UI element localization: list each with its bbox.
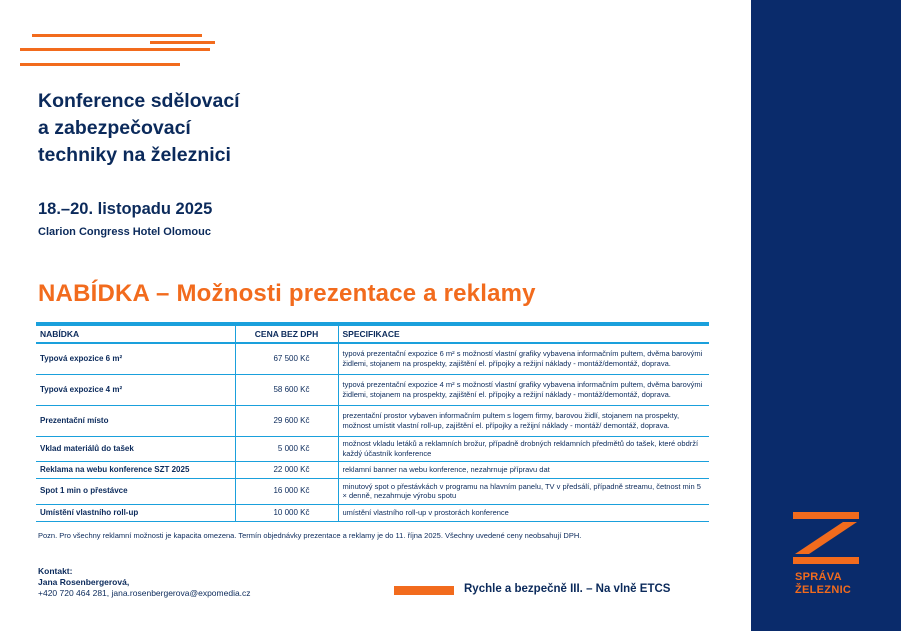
- offer-item: Spot 1 min o přestávce: [36, 478, 235, 504]
- offer-table: [36, 326, 709, 522]
- logo-line-1: SPRÁVA: [795, 571, 842, 583]
- contact-details: +420 720 464 281, jana.rosenbergerova@expomedia.cz: [38, 588, 251, 598]
- contact-block: [38, 566, 251, 599]
- title-line-2: a zabezpečovací: [38, 117, 191, 139]
- offer-item: Typová expozice 6 m²: [36, 343, 235, 374]
- title-line-1: Konference sdělovací: [38, 90, 240, 112]
- offer-item: Prezentační místo: [36, 405, 235, 436]
- decor-line-1: [32, 34, 202, 37]
- offer-item: Reklama na webu konference SZT 2025: [36, 461, 235, 478]
- contact-name: Jana Rosenbergerová,: [38, 577, 130, 587]
- offer-spec: prezentační prostor vybaven informačním pultem s logem firmy, barovou židlí, stojanem na prospekty, možnost umístit vlastní roll-up, zajištění el. přípojky a režijní náklady - montáž/ demontáž, doprava.: [338, 405, 709, 436]
- offer-spec: možnost vkladu letáků a reklamních brožur, případně drobných reklamních předmětů do tašek, které obdrží každý účastník konference: [338, 436, 709, 461]
- sprava-zeleznic-logo-icon: [793, 512, 859, 564]
- table-row: [36, 374, 709, 405]
- table-row: [36, 343, 709, 374]
- table-row: [36, 478, 709, 504]
- event-venue: Clarion Congress Hotel Olomouc: [38, 226, 211, 238]
- offer-spec: reklamní banner na webu konference, nezahrnuje přípravu dat: [338, 461, 709, 478]
- offer-spec: minutový spot o přestávkách v programu na hlavním panelu, TV v předsálí, případně streamu, četnost min 5 × denně, nezahrnuje výrobu spotu: [338, 478, 709, 504]
- table-row: [36, 504, 709, 521]
- slogan-accent-bar: [394, 586, 454, 595]
- col-header-price: CENA BEZ DPH: [235, 326, 338, 343]
- decor-line-2: [150, 41, 215, 44]
- offer-heading: NABÍDKA – Možnosti prezentace a reklamy: [38, 280, 536, 307]
- offer-price: 58 600 Kč: [235, 374, 338, 405]
- footnote: Pozn. Pro všechny reklamní možnosti je kapacita omezena. Termín objednávky prezentace a reklamy je do 11. října 2025. Všechny uvedené ceny neobsahují DPH.: [38, 531, 582, 540]
- offer-price: 16 000 Kč: [235, 478, 338, 504]
- offer-price: 22 000 Kč: [235, 461, 338, 478]
- offer-price: 67 500 Kč: [235, 343, 338, 374]
- offer-price: 5 000 Kč: [235, 436, 338, 461]
- event-dates: 18.–20. listopadu 2025: [38, 200, 213, 218]
- offer-spec: typová prezentační expozice 4 m² s možností vlastní grafiky vybavena informačním pultem, dvěma barovými židlemi, stojanem na prospekty, zajištění el. přípojky a režijní náklady - montáž/demontáž, doprava.: [338, 374, 709, 405]
- table-header-row: [36, 326, 709, 343]
- col-header-spec: SPECIFIKACE: [338, 326, 709, 343]
- offer-price: 29 600 Kč: [235, 405, 338, 436]
- table-row: [36, 436, 709, 461]
- contact-label: Kontakt:: [38, 566, 73, 576]
- offer-item: Vklad materiálů do tašek: [36, 436, 235, 461]
- offer-item: Umístění vlastního roll-up: [36, 504, 235, 521]
- decor-line-4: [20, 63, 180, 66]
- decor-line-3: [20, 48, 210, 51]
- offer-spec: typová prezentační expozice 6 m² s možností vlastní grafiky vybavena informačním pultem, dvěma barovými židlemi, stojanem na prospekty, zajištění el. přípojky a režijní náklady - montáž/demontáž, doprava.: [338, 343, 709, 374]
- conference-title: [38, 88, 240, 169]
- offer-price: 10 000 Kč: [235, 504, 338, 521]
- slogan: Rychle a bezpečně III. – Na vlně ETCS: [464, 583, 671, 595]
- offer-spec: umístění vlastního roll-up v prostorách konference: [338, 504, 709, 521]
- table-row: [36, 461, 709, 478]
- logo-line-2: ŽELEZNIC: [795, 584, 852, 596]
- table-row: [36, 405, 709, 436]
- col-header-offer: NABÍDKA: [36, 326, 235, 343]
- logo-wordmark: [795, 571, 851, 597]
- offer-item: Typová expozice 4 m²: [36, 374, 235, 405]
- title-line-3: techniky na železnici: [38, 144, 231, 166]
